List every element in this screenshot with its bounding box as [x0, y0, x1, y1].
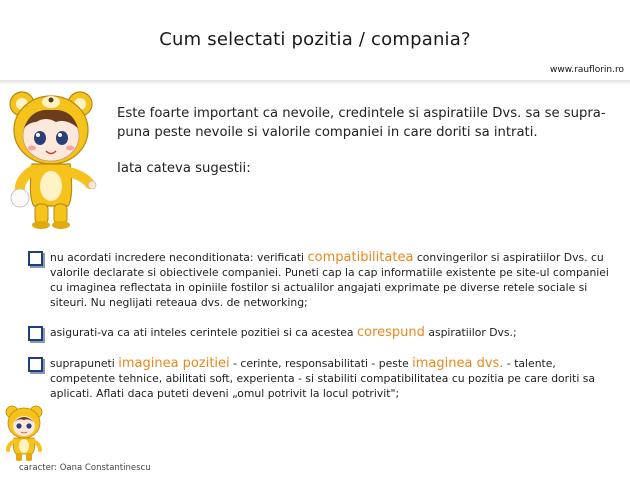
character-credit: caracter: Oana Constantinescu	[19, 463, 151, 473]
bear-mascot-small-icon	[4, 404, 44, 462]
text-segment: - talente, competente tehnice, abilitati soft, experienta - si stabiliti compatibilitatea cu pozitia pe care doriti sa aplicati. Aflati daca puteti deveni „omul potrivit la locul potrivit";	[50, 357, 596, 400]
list-item-text	[50, 325, 613, 340]
list-item	[28, 356, 613, 401]
highlight-text: compatibilitatea	[307, 250, 414, 265]
highlight-text: imaginea pozitiei	[118, 356, 230, 371]
list-item	[28, 250, 613, 310]
intro-paragraph: Este foarte important ca nevoile, credintele si aspiratiile Dvs. sa se supra-puna peste nevoile si valorile companiei in care doriti sa intrati.	[117, 106, 606, 140]
list-item-text	[50, 250, 613, 310]
header-divider	[0, 80, 630, 85]
list-item	[28, 325, 613, 340]
intro-text	[117, 104, 622, 178]
text-segment: suprapuneti	[50, 357, 119, 370]
text-segment: asigurati-va ca ati inteles cerintele pozitiei si ca acestea	[50, 326, 357, 339]
list-item-text	[50, 356, 613, 401]
bullet-box-icon	[28, 326, 43, 341]
highlight-text: imaginea dvs.	[412, 356, 504, 371]
text-segment: aspiratiilor Dvs.;	[424, 326, 517, 339]
text-segment: convingerilor si aspiratiilor Dvs. cu valorile declarate si obiectivele companiei. Puneti cap la cap informatiile existente pe site-ul companiei cu imaginea reflectata in opiniile fostilor si actualilor angajati exprimate pe diverse retele sociale si siteuri. Nu neglijati reteaua dvs. de networking;	[50, 251, 609, 309]
bullet-box-icon	[28, 251, 43, 266]
bear-mascot-illustration	[6, 88, 98, 230]
website-url: www.rauflorin.ro	[550, 65, 624, 75]
text-segment: nu acordati incredere neconditionata: verificati	[50, 251, 308, 264]
text-segment: - cerinte, responsabilitati - peste	[229, 357, 413, 370]
highlight-text: corespund	[356, 325, 425, 340]
page-title: Cum selectati pozitia / compania?	[159, 29, 471, 50]
bullet-box-icon	[28, 357, 43, 372]
intro-suggestions-label: Iata cateva sugestii:	[117, 161, 251, 176]
